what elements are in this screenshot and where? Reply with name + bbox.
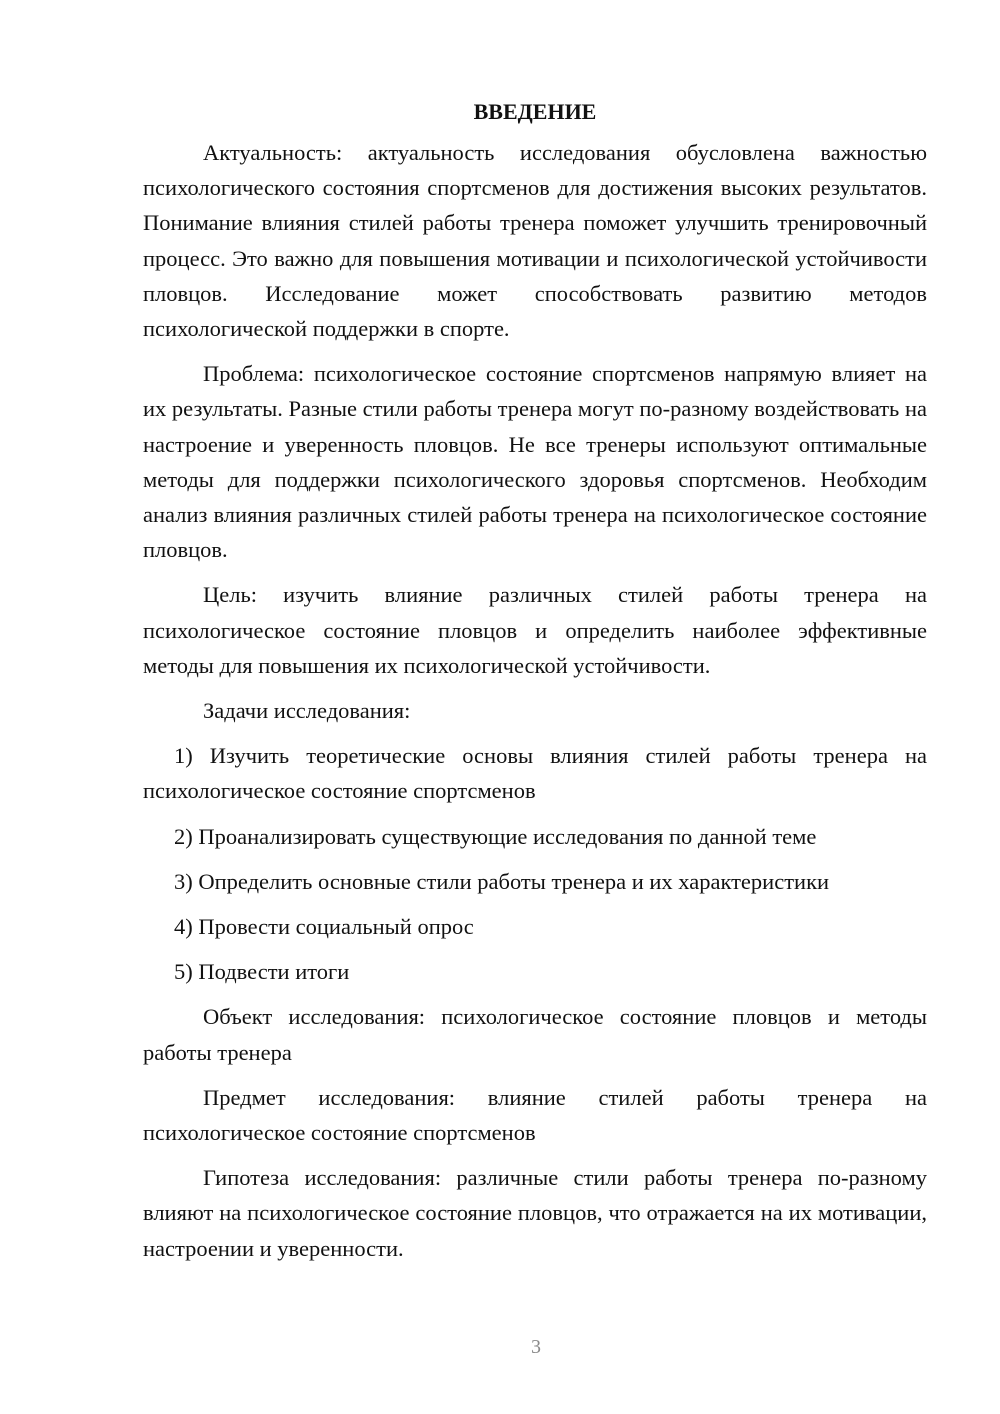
problem-paragraph: Проблема: психологическое состояние спортсменов напрямую влияет на их результаты. Разные стили работы тренера могут по-разному воздействовать на настроение и уверенность пловцов. Не все тренеры используют оптимальные методы для поддержки психологического здоровья спортсменов. Необходим анализ влияния различных стилей работы тренера на психологическое состояние пловцов. [143,361,927,563]
section-heading: ВВЕДЕНИЕ [473,99,597,124]
tasks-heading: Задачи исследования: [203,698,411,724]
task-item-2: 2) Проанализировать существующие исследования по данной теме [174,823,817,849]
hypothesis-paragraph: Гипотеза исследования: различные стили работы тренера по-разному влияют на психологическое состояние пловцов, что отражается на их мотивации, настроении и уверенности. [143,1165,927,1261]
task-item-5: 5) Подвести итоги [174,959,350,985]
object-paragraph: Объект исследования: психологическое состояние пловцов и методы работы тренера [143,1004,927,1065]
task-item-3: 3) Определить основные стили работы тренера и их характеристики [174,868,830,894]
relevance-paragraph: Актуальность: актуальность исследования обусловлена важностью психологического состояния спортсменов для достижения высоких результатов. Понимание влияния стилей работы тренера поможет улучшить тренировочный процесс. Это важно для повышения мотивации и психологической устойчивости пловцов. Исследование может способствовать развитию методов психологической поддержки в спорте. [143,140,927,342]
task-item-1: 1) Изучить теоретические основы влияния стилей работы тренера на психологическое состояние спортсменов [143,743,927,804]
page-number: 3 [531,1336,541,1358]
subject-paragraph: Предмет исследования: влияние стилей работы тренера на психологическое состояние спортсменов [143,1084,927,1146]
task-item-4: 4) Провести социальный опрос [174,914,474,940]
goal-paragraph: Цель: изучить влияние различных стилей работы тренера на психологическое состояние пловцов и определить наиболее эффективные методы для повышения их психологической устойчивости. [143,582,927,678]
page-content [143,94,927,1276]
